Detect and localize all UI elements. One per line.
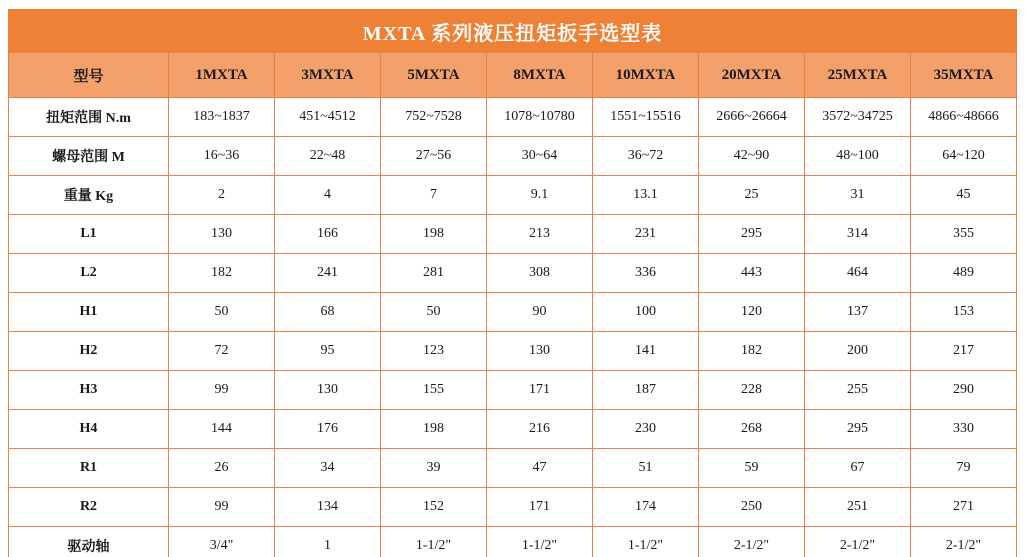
column-header: 1MXTA <box>169 53 275 98</box>
table-cell: 4 <box>275 176 381 215</box>
table-cell: 2-1/2" <box>805 527 911 557</box>
table-cell: 251 <box>805 488 911 527</box>
table-cell: 268 <box>699 410 805 449</box>
table-cell: 250 <box>699 488 805 527</box>
table-cell: 198 <box>381 215 487 254</box>
table-row <box>9 98 1017 137</box>
table-row <box>9 215 1017 254</box>
table-row <box>9 527 1017 557</box>
table-cell: 171 <box>487 488 593 527</box>
table-row <box>9 488 1017 527</box>
table-cell: 231 <box>593 215 699 254</box>
row-label: R2 <box>9 488 169 527</box>
table-cell: 255 <box>805 371 911 410</box>
table-cell: 1551~15516 <box>593 98 699 137</box>
row-label: H1 <box>9 293 169 332</box>
table-cell: 200 <box>805 332 911 371</box>
table-cell: 47 <box>487 449 593 488</box>
table-cell: 295 <box>805 410 911 449</box>
table-cell: 355 <box>911 215 1017 254</box>
table-cell: 308 <box>487 254 593 293</box>
table-cell: 152 <box>381 488 487 527</box>
table-row <box>9 410 1017 449</box>
column-header: 35MXTA <box>911 53 1017 98</box>
table-cell: 230 <box>593 410 699 449</box>
page-title: MXTA 系列液压扭矩扳手选型表 <box>9 10 1017 53</box>
table-cell: 30~64 <box>487 137 593 176</box>
table-cell: 336 <box>593 254 699 293</box>
table-cell: 16~36 <box>169 137 275 176</box>
column-header: 10MXTA <box>593 53 699 98</box>
table-cell: 2666~26664 <box>699 98 805 137</box>
table-cell: 752~7528 <box>381 98 487 137</box>
table-cell: 1 <box>275 527 381 557</box>
table-cell: 4866~48666 <box>911 98 1017 137</box>
table-row <box>9 137 1017 176</box>
table-cell: 26 <box>169 449 275 488</box>
table-cell: 72 <box>169 332 275 371</box>
table-cell: 1-1/2" <box>487 527 593 557</box>
table-body <box>9 98 1017 557</box>
row-label: H2 <box>9 332 169 371</box>
table-cell: 1-1/2" <box>593 527 699 557</box>
table-cell: 1-1/2" <box>381 527 487 557</box>
table-title-row <box>9 10 1017 53</box>
table-cell: 217 <box>911 332 1017 371</box>
table-header-row <box>9 53 1017 98</box>
table-cell: 3/4" <box>169 527 275 557</box>
table-row <box>9 449 1017 488</box>
table-cell: 182 <box>169 254 275 293</box>
table-cell: 42~90 <box>699 137 805 176</box>
row-label: H3 <box>9 371 169 410</box>
table-cell: 464 <box>805 254 911 293</box>
table-cell: 314 <box>805 215 911 254</box>
table-row <box>9 293 1017 332</box>
table-cell: 95 <box>275 332 381 371</box>
table-cell: 51 <box>593 449 699 488</box>
table-cell: 141 <box>593 332 699 371</box>
table-cell: 241 <box>275 254 381 293</box>
table-cell: 130 <box>275 371 381 410</box>
table-cell: 3572~34725 <box>805 98 911 137</box>
table-cell: 31 <box>805 176 911 215</box>
table-cell: 68 <box>275 293 381 332</box>
table-cell: 198 <box>381 410 487 449</box>
table-cell: 64~120 <box>911 137 1017 176</box>
table-row <box>9 371 1017 410</box>
table-cell: 171 <box>487 371 593 410</box>
table-cell: 2-1/2" <box>699 527 805 557</box>
table-cell: 153 <box>911 293 1017 332</box>
table-cell: 36~72 <box>593 137 699 176</box>
table-cell: 137 <box>805 293 911 332</box>
row-label: 扭矩范围 N.m <box>9 98 169 137</box>
column-header: 5MXTA <box>381 53 487 98</box>
column-header: 3MXTA <box>275 53 381 98</box>
table-cell: 13.1 <box>593 176 699 215</box>
table-cell: 290 <box>911 371 1017 410</box>
table-cell: 443 <box>699 254 805 293</box>
table-cell: 2-1/2" <box>911 527 1017 557</box>
table-cell: 67 <box>805 449 911 488</box>
table-cell: 99 <box>169 371 275 410</box>
column-header: 25MXTA <box>805 53 911 98</box>
table-cell: 281 <box>381 254 487 293</box>
row-label: H4 <box>9 410 169 449</box>
table-cell: 213 <box>487 215 593 254</box>
table-cell: 271 <box>911 488 1017 527</box>
spec-table <box>8 9 1017 557</box>
table-cell: 1078~10780 <box>487 98 593 137</box>
column-header: 20MXTA <box>699 53 805 98</box>
row-label: 螺母范围 M <box>9 137 169 176</box>
row-label: R1 <box>9 449 169 488</box>
table-cell: 489 <box>911 254 1017 293</box>
table-row <box>9 332 1017 371</box>
table-cell: 130 <box>169 215 275 254</box>
table-cell: 79 <box>911 449 1017 488</box>
table-row <box>9 176 1017 215</box>
table-cell: 48~100 <box>805 137 911 176</box>
table-cell: 228 <box>699 371 805 410</box>
table-cell: 27~56 <box>381 137 487 176</box>
table-cell: 50 <box>169 293 275 332</box>
table-cell: 50 <box>381 293 487 332</box>
table-row <box>9 254 1017 293</box>
row-label: 重量 Kg <box>9 176 169 215</box>
table-cell: 130 <box>487 332 593 371</box>
table-cell: 166 <box>275 215 381 254</box>
table-cell: 155 <box>381 371 487 410</box>
table-cell: 295 <box>699 215 805 254</box>
table-cell: 25 <box>699 176 805 215</box>
table-cell: 134 <box>275 488 381 527</box>
table-cell: 7 <box>381 176 487 215</box>
table-cell: 39 <box>381 449 487 488</box>
table-head <box>9 10 1017 98</box>
table-cell: 9.1 <box>487 176 593 215</box>
table-cell: 59 <box>699 449 805 488</box>
row-label: L2 <box>9 254 169 293</box>
table-cell: 174 <box>593 488 699 527</box>
table-cell: 99 <box>169 488 275 527</box>
table-cell: 182 <box>699 332 805 371</box>
table-cell: 123 <box>381 332 487 371</box>
table-corner-label: 型号 <box>9 53 169 98</box>
table-cell: 183~1837 <box>169 98 275 137</box>
table-cell: 120 <box>699 293 805 332</box>
table-cell: 187 <box>593 371 699 410</box>
table-cell: 144 <box>169 410 275 449</box>
row-label: 驱动轴 <box>9 527 169 557</box>
table-cell: 176 <box>275 410 381 449</box>
row-label: L1 <box>9 215 169 254</box>
column-header: 8MXTA <box>487 53 593 98</box>
table-cell: 451~4512 <box>275 98 381 137</box>
table-cell: 90 <box>487 293 593 332</box>
table-cell: 2 <box>169 176 275 215</box>
table-cell: 216 <box>487 410 593 449</box>
table-cell: 45 <box>911 176 1017 215</box>
table-cell: 34 <box>275 449 381 488</box>
table-cell: 100 <box>593 293 699 332</box>
table-cell: 330 <box>911 410 1017 449</box>
table-cell: 22~48 <box>275 137 381 176</box>
